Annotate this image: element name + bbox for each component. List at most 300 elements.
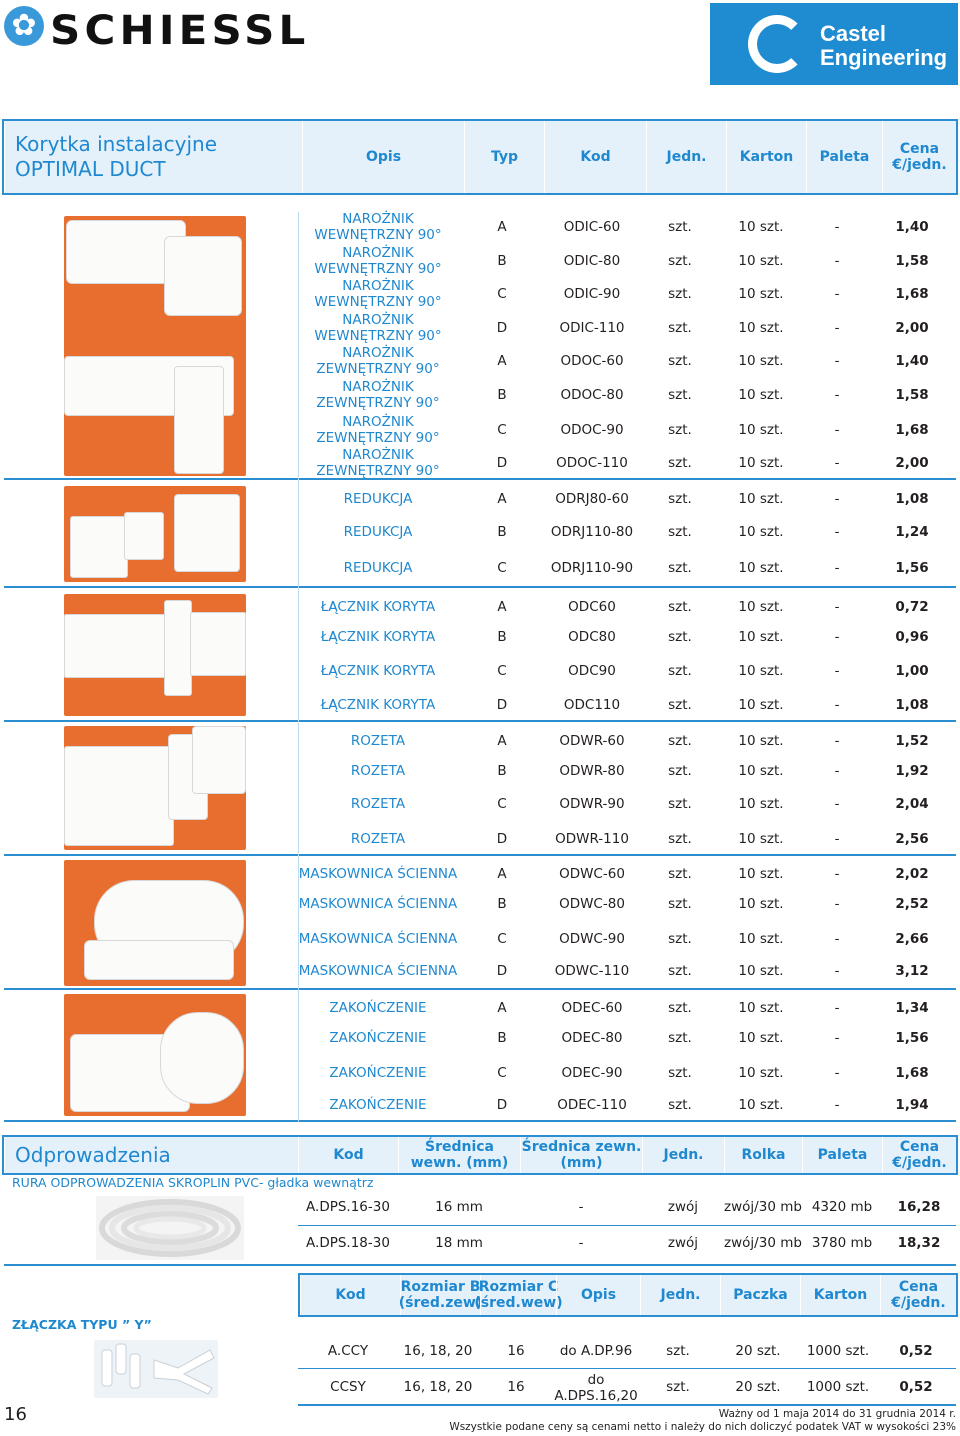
row-unit: szt. (668, 629, 692, 645)
row-price: 1,52 (895, 733, 929, 749)
row-unit: szt. (668, 1030, 692, 1046)
table-row (296, 864, 956, 884)
section-divider (4, 988, 956, 990)
row-price: 1,58 (895, 387, 929, 403)
row-pallet: - (834, 629, 840, 645)
row-price: 1,68 (895, 286, 929, 302)
y-cell: CCSY (330, 1379, 366, 1395)
row-type: B (497, 896, 507, 912)
row-carton: 10 szt. (738, 733, 784, 749)
duct-piece (174, 366, 224, 474)
row-code: ODWR-80 (559, 763, 625, 779)
y-cell: 16 (507, 1379, 525, 1395)
row-unit: szt. (668, 491, 692, 507)
row-pallet: - (834, 931, 840, 947)
row-unit: szt. (668, 599, 692, 615)
y-cell: 0,52 (899, 1379, 933, 1395)
row-description: NAROŻNIK ZEWNĘTRZNY 90° (316, 414, 440, 446)
row-pallet: - (834, 422, 840, 438)
row-carton: 10 szt. (738, 387, 784, 403)
table-row (296, 929, 956, 949)
y-col-opis: Opis (556, 1275, 640, 1315)
row-code: ODIC-60 (563, 219, 621, 235)
row-code: ODEC-110 (557, 1097, 627, 1113)
row-type: D (496, 320, 508, 336)
y-cell: 16, 18, 20 (403, 1343, 473, 1359)
drain-cell: - (578, 1199, 584, 1215)
row-unit: szt. (668, 697, 692, 713)
row-carton: 10 szt. (738, 697, 784, 713)
col-paleta: Paleta (806, 121, 882, 193)
col-jedn: Jedn. (646, 121, 726, 193)
y-col-size-c: Rozmiar C (śred.wew) (480, 1275, 556, 1315)
row-price: 2,02 (895, 866, 929, 882)
table-row (296, 761, 956, 781)
row-type: A (497, 733, 507, 749)
row-carton: 10 szt. (738, 219, 784, 235)
y-cell: szt. (666, 1343, 690, 1359)
col-cena: Cena €/jedn. (882, 121, 956, 193)
row-type: A (497, 353, 507, 369)
row-price: 1,08 (895, 491, 929, 507)
row-pallet: - (834, 353, 840, 369)
row-code: ODRJ110-90 (550, 560, 634, 576)
drain-cell: - (578, 1235, 584, 1251)
row-pallet: - (834, 831, 840, 847)
row-code: ODOC-60 (560, 353, 624, 369)
row-type: C (497, 560, 507, 576)
row-description: NAROŻNIK ZEWNĘTRZNY 90° (316, 379, 440, 411)
row-unit: szt. (668, 763, 692, 779)
row-unit: szt. (668, 733, 692, 749)
row-carton: 10 szt. (738, 1065, 784, 1081)
row-description: NAROŻNIK WEWNĘTRZNY 90° (314, 211, 442, 243)
row-description: ŁĄCZNIK KORYTA (320, 599, 436, 615)
row-unit: szt. (668, 796, 692, 812)
row-type: C (497, 286, 507, 302)
table-row (296, 998, 956, 1018)
y-cell: 20 szt. (735, 1343, 781, 1359)
table-row (296, 558, 956, 578)
drain-pipe-image (96, 1196, 244, 1260)
row-price: 1,40 (895, 353, 929, 369)
row-type: C (497, 796, 507, 812)
y-cell: szt. (666, 1379, 690, 1395)
row-code: ODOC-110 (556, 455, 628, 471)
row-pallet: - (834, 286, 840, 302)
row-price: 1,34 (895, 1000, 929, 1016)
row-carton: 10 szt. (738, 422, 784, 438)
row-type: B (497, 524, 507, 540)
y-cell: do A.DP.96 (559, 1343, 633, 1359)
drain-cell: 18,32 (897, 1235, 941, 1251)
row-type: C (497, 663, 507, 679)
row-carton: 10 szt. (738, 1000, 784, 1016)
table-row (296, 1028, 956, 1048)
row-price: 1,68 (895, 1065, 929, 1081)
y-cell: 20 szt. (735, 1379, 781, 1395)
duct-piece (190, 612, 246, 676)
row-description: ROZETA (350, 831, 406, 847)
row-price: 1,24 (895, 524, 929, 540)
row-price: 0,72 (895, 599, 929, 615)
y-cell: do A.DPS.16,20 (554, 1372, 638, 1404)
drain-table-header (2, 1135, 958, 1175)
row-price: 3,12 (895, 963, 929, 979)
row-code: ODRJ110-80 (550, 524, 634, 540)
product-image-end (64, 994, 246, 1116)
row-carton: 10 szt. (738, 931, 784, 947)
col-typ: Typ (464, 121, 544, 193)
drain-bottom-rule (4, 1264, 956, 1266)
row-code: ODIC-80 (563, 253, 621, 269)
row-carton: 10 szt. (738, 1097, 784, 1113)
row-code: ODWC-90 (559, 931, 625, 947)
row-unit: szt. (668, 353, 692, 369)
row-price: 1,68 (895, 422, 929, 438)
schiessl-wordmark: SCHIESSL (50, 8, 310, 54)
row-type: A (497, 599, 507, 615)
duct-piece (192, 726, 246, 794)
row-pallet: - (834, 763, 840, 779)
table-row (296, 379, 956, 411)
y-cell: 16 (507, 1343, 525, 1359)
table-row (296, 731, 956, 751)
table-row (296, 961, 956, 981)
row-pallet: - (834, 1097, 840, 1113)
row-description: ZAKOŃCZENIE (329, 1000, 427, 1016)
row-unit: szt. (668, 455, 692, 471)
duct-piece (164, 236, 242, 316)
row-pallet: - (834, 1065, 840, 1081)
drain-cell: 3780 mb (811, 1235, 873, 1251)
row-pallet: - (834, 866, 840, 882)
row-price: 1,94 (895, 1097, 929, 1113)
y-col-size-b: Rozmiar B (śred.zew) (400, 1275, 480, 1315)
y-col-jedn: Jedn. (640, 1275, 720, 1315)
row-unit: szt. (668, 422, 692, 438)
row-code: ODIC-90 (563, 286, 621, 302)
product-image-connector (64, 594, 246, 716)
table-row (296, 489, 956, 509)
row-carton: 10 szt. (738, 286, 784, 302)
drain-cell: 18 mm (435, 1235, 483, 1251)
row-type: B (497, 629, 507, 645)
row-unit: szt. (668, 1097, 692, 1113)
section-divider (4, 720, 956, 722)
row-price: 1,40 (895, 219, 929, 235)
table-row (296, 522, 956, 542)
row-price: 2,52 (895, 896, 929, 912)
row-description: NAROŻNIK ZEWNĘTRZNY 90° (316, 345, 440, 377)
row-pallet: - (834, 663, 840, 679)
row-carton: 10 szt. (738, 1030, 784, 1046)
row-pallet: - (834, 1000, 840, 1016)
row-type: C (497, 931, 507, 947)
section-divider (4, 1120, 956, 1122)
drain-cell: 4320 mb (811, 1199, 873, 1215)
table-row (296, 447, 956, 479)
row-carton: 10 szt. (738, 763, 784, 779)
row-pallet: - (834, 560, 840, 576)
y-connector-image (94, 1340, 218, 1398)
row-carton: 10 szt. (738, 253, 784, 269)
validity-note: Ważny od 1 maja 2014 do 31 grudnia 2014 r. (718, 1408, 956, 1420)
row-description: ZAKOŃCZENIE (329, 1030, 427, 1046)
row-unit: szt. (668, 831, 692, 847)
y-row-rule (298, 1368, 956, 1369)
y-cell: A.CCY (327, 1343, 369, 1359)
title-line-1: Korytka instalacyjne (15, 132, 218, 156)
col-kod: Kod (544, 121, 646, 193)
row-description: MASKOWNICA ŚCIENNA (298, 896, 458, 912)
row-description: NAROŻNIK WEWNĘTRZNY 90° (314, 278, 442, 310)
table-row (296, 278, 956, 310)
row-unit: szt. (668, 560, 692, 576)
row-unit: szt. (668, 663, 692, 679)
row-carton: 10 szt. (738, 599, 784, 615)
row-type: D (496, 697, 508, 713)
drain-col-inner-diameter: Średnica wewn. (mm) (398, 1137, 520, 1173)
row-code: ODWR-60 (559, 733, 625, 749)
row-code: ODC60 (568, 599, 616, 615)
row-carton: 10 szt. (738, 831, 784, 847)
y-cell: 1000 szt. (806, 1343, 870, 1359)
row-unit: szt. (668, 387, 692, 403)
product-image-cover (64, 860, 246, 986)
flower-icon: ✿ (4, 6, 44, 46)
duct-piece (70, 516, 128, 578)
row-type: C (497, 422, 507, 438)
engineering-word: Engineering (820, 45, 948, 70)
row-code: ODIC-110 (559, 320, 625, 336)
duct-piece (64, 746, 174, 846)
section-divider (4, 586, 956, 588)
y-table-title: ZŁĄCZKA TYPU ” Y” (12, 1317, 152, 1332)
y-bottom-rule (298, 1404, 956, 1406)
table-row (296, 211, 956, 243)
row-code: ODWR-90 (559, 796, 625, 812)
duct-piece (124, 512, 164, 560)
product-image-corner (64, 216, 246, 476)
row-type: C (497, 1065, 507, 1081)
row-description: ROZETA (350, 763, 406, 779)
row-pallet: - (834, 796, 840, 812)
drain-col-jedn: Jedn. (642, 1137, 724, 1173)
table-row (296, 627, 956, 647)
row-carton: 10 szt. (738, 896, 784, 912)
row-pallet: - (834, 455, 840, 471)
duct-piece (174, 494, 240, 572)
row-unit: szt. (668, 931, 692, 947)
vat-note: Wszystkie podane ceny są cenami netto i należy do nich doliczyć podatek VAT w wysokości 23% (449, 1421, 956, 1433)
col-karton: Karton (726, 121, 806, 193)
row-code: ODC90 (568, 663, 616, 679)
row-unit: szt. (668, 524, 692, 540)
drain-col-kod: Kod (298, 1137, 398, 1173)
coiled-pipe-icon (96, 1196, 244, 1260)
y-table-header (298, 1273, 958, 1317)
row-price: 0,96 (895, 629, 929, 645)
table-row (296, 894, 956, 914)
drain-table-title: Odprowadzenia (4, 1137, 298, 1173)
y-cell: 16, 18, 20 (403, 1379, 473, 1395)
row-price: 1,56 (895, 1030, 929, 1046)
drain-cell: zwój (667, 1199, 699, 1215)
row-description: ŁĄCZNIK KORYTA (320, 697, 436, 713)
y-cell: 1000 szt. (806, 1379, 870, 1395)
row-description: MASKOWNICA ŚCIENNA (298, 963, 458, 979)
section-divider (4, 854, 956, 856)
row-pallet: - (834, 599, 840, 615)
table-row (296, 1063, 956, 1083)
drain-col-rolka: Rolka (724, 1137, 802, 1173)
drain-cell: zwój/30 mb (724, 1235, 802, 1251)
row-code: ODEC-90 (561, 1065, 623, 1081)
y-cell: 0,52 (899, 1343, 933, 1359)
row-code: ODWC-60 (559, 866, 625, 882)
row-carton: 10 szt. (738, 353, 784, 369)
row-description: REDUKCJA (343, 560, 413, 576)
row-pallet: - (834, 524, 840, 540)
row-description: MASKOWNICA ŚCIENNA (298, 931, 458, 947)
castel-word: Castel (820, 21, 887, 46)
row-unit: szt. (668, 253, 692, 269)
row-type: A (497, 491, 507, 507)
row-unit: szt. (668, 963, 692, 979)
row-unit: szt. (668, 1065, 692, 1081)
row-type: A (497, 219, 507, 235)
row-carton: 10 szt. (738, 524, 784, 540)
row-price: 1,00 (895, 663, 929, 679)
row-pallet: - (834, 1030, 840, 1046)
y-connector-icon (94, 1340, 218, 1398)
drain-cell: 16,28 (897, 1199, 941, 1215)
row-pallet: - (834, 697, 840, 713)
table-row (296, 794, 956, 814)
drain-cell: A.DPS.16-30 (306, 1199, 390, 1215)
row-description: NAROŻNIK WEWNĘTRZNY 90° (314, 245, 442, 277)
row-unit: szt. (668, 286, 692, 302)
drain-cell: A.DPS.18-30 (306, 1235, 390, 1251)
row-type: D (496, 963, 508, 979)
row-description: ZAKOŃCZENIE (329, 1097, 427, 1113)
row-unit: szt. (668, 896, 692, 912)
table-row (296, 312, 956, 344)
y-col-kod: Kod (300, 1275, 400, 1315)
row-code: ODWC-80 (559, 896, 625, 912)
row-code: ODWC-110 (554, 963, 630, 979)
row-description: ŁĄCZNIK KORYTA (320, 663, 436, 679)
row-carton: 10 szt. (738, 629, 784, 645)
y-col-karton: Karton (800, 1275, 880, 1315)
row-price: 2,56 (895, 831, 929, 847)
drain-subtitle: RURA ODPROWADZENIA SKROPLIN PVC- gładka wewnątrz (12, 1175, 374, 1190)
row-description: ŁĄCZNIK KORYTA (320, 629, 436, 645)
row-type: B (497, 1030, 507, 1046)
duct-piece (164, 600, 192, 696)
row-carton: 10 szt. (738, 663, 784, 679)
row-pallet: - (834, 219, 840, 235)
row-price: 1,58 (895, 253, 929, 269)
row-unit: szt. (668, 866, 692, 882)
row-type: D (496, 1097, 508, 1113)
product-image-rosette (64, 726, 246, 850)
row-carton: 10 szt. (738, 455, 784, 471)
row-type: D (496, 455, 508, 471)
drain-col-paleta: Paleta (802, 1137, 882, 1173)
table-row (296, 597, 956, 617)
title-line-2: OPTIMAL DUCT (15, 157, 166, 181)
drain-col-outer-diameter: Średnica zewn. (mm) (521, 1139, 642, 1171)
row-description: ROZETA (350, 796, 406, 812)
drain-cell: 16 mm (435, 1199, 483, 1215)
row-pallet: - (834, 733, 840, 749)
row-carton: 10 szt. (738, 963, 784, 979)
row-code: ODRJ80-60 (555, 491, 629, 507)
row-code: ODOC-90 (560, 422, 624, 438)
row-description: ROZETA (350, 733, 406, 749)
row-price: 2,00 (895, 455, 929, 471)
row-description: ZAKOŃCZENIE (329, 1065, 427, 1081)
row-code: ODEC-80 (561, 1030, 623, 1046)
product-image-reducer (64, 486, 246, 582)
table-row (296, 661, 956, 681)
row-code: ODWR-110 (555, 831, 629, 847)
row-pallet: - (834, 253, 840, 269)
row-pallet: - (834, 387, 840, 403)
row-description: REDUKCJA (343, 491, 413, 507)
row-description: NAROŻNIK ZEWNĘTRZNY 90° (316, 447, 440, 479)
row-code: ODOC-80 (560, 387, 624, 403)
y-col-cena: Cena €/jedn. (880, 1275, 956, 1315)
row-type: B (497, 763, 507, 779)
table-row (296, 1095, 956, 1115)
row-code: ODEC-60 (561, 1000, 623, 1016)
table-row (296, 695, 956, 715)
row-description: NAROŻNIK WEWNĘTRZNY 90° (314, 312, 442, 344)
row-unit: szt. (668, 219, 692, 235)
row-carton: 10 szt. (738, 320, 784, 336)
row-price: 2,04 (895, 796, 929, 812)
table-row (296, 245, 956, 277)
row-pallet: - (834, 963, 840, 979)
drain-col-cena: Cena €/jedn. (882, 1137, 956, 1173)
row-description: REDUKCJA (343, 524, 413, 540)
row-price: 2,00 (895, 320, 929, 336)
row-price: 1,08 (895, 697, 929, 713)
drain-cell: zwój (667, 1235, 699, 1251)
y-col-paczka: Paczka (720, 1275, 800, 1315)
row-code: ODC80 (568, 629, 616, 645)
table-row (296, 829, 956, 849)
section-divider (4, 478, 956, 480)
row-type: A (497, 1000, 507, 1016)
table-row (296, 414, 956, 446)
drain-cell: zwój/30 mb (724, 1199, 802, 1215)
duct-piece (84, 940, 234, 980)
row-unit: szt. (668, 1000, 692, 1016)
row-type: B (497, 387, 507, 403)
table-row (296, 345, 956, 377)
row-price: 1,56 (895, 560, 929, 576)
row-unit: szt. (668, 320, 692, 336)
page-number: 16 (4, 1404, 27, 1425)
row-description: MASKOWNICA ŚCIENNA (298, 866, 458, 882)
row-carton: 10 szt. (738, 491, 784, 507)
row-pallet: - (834, 896, 840, 912)
row-type: A (497, 866, 507, 882)
